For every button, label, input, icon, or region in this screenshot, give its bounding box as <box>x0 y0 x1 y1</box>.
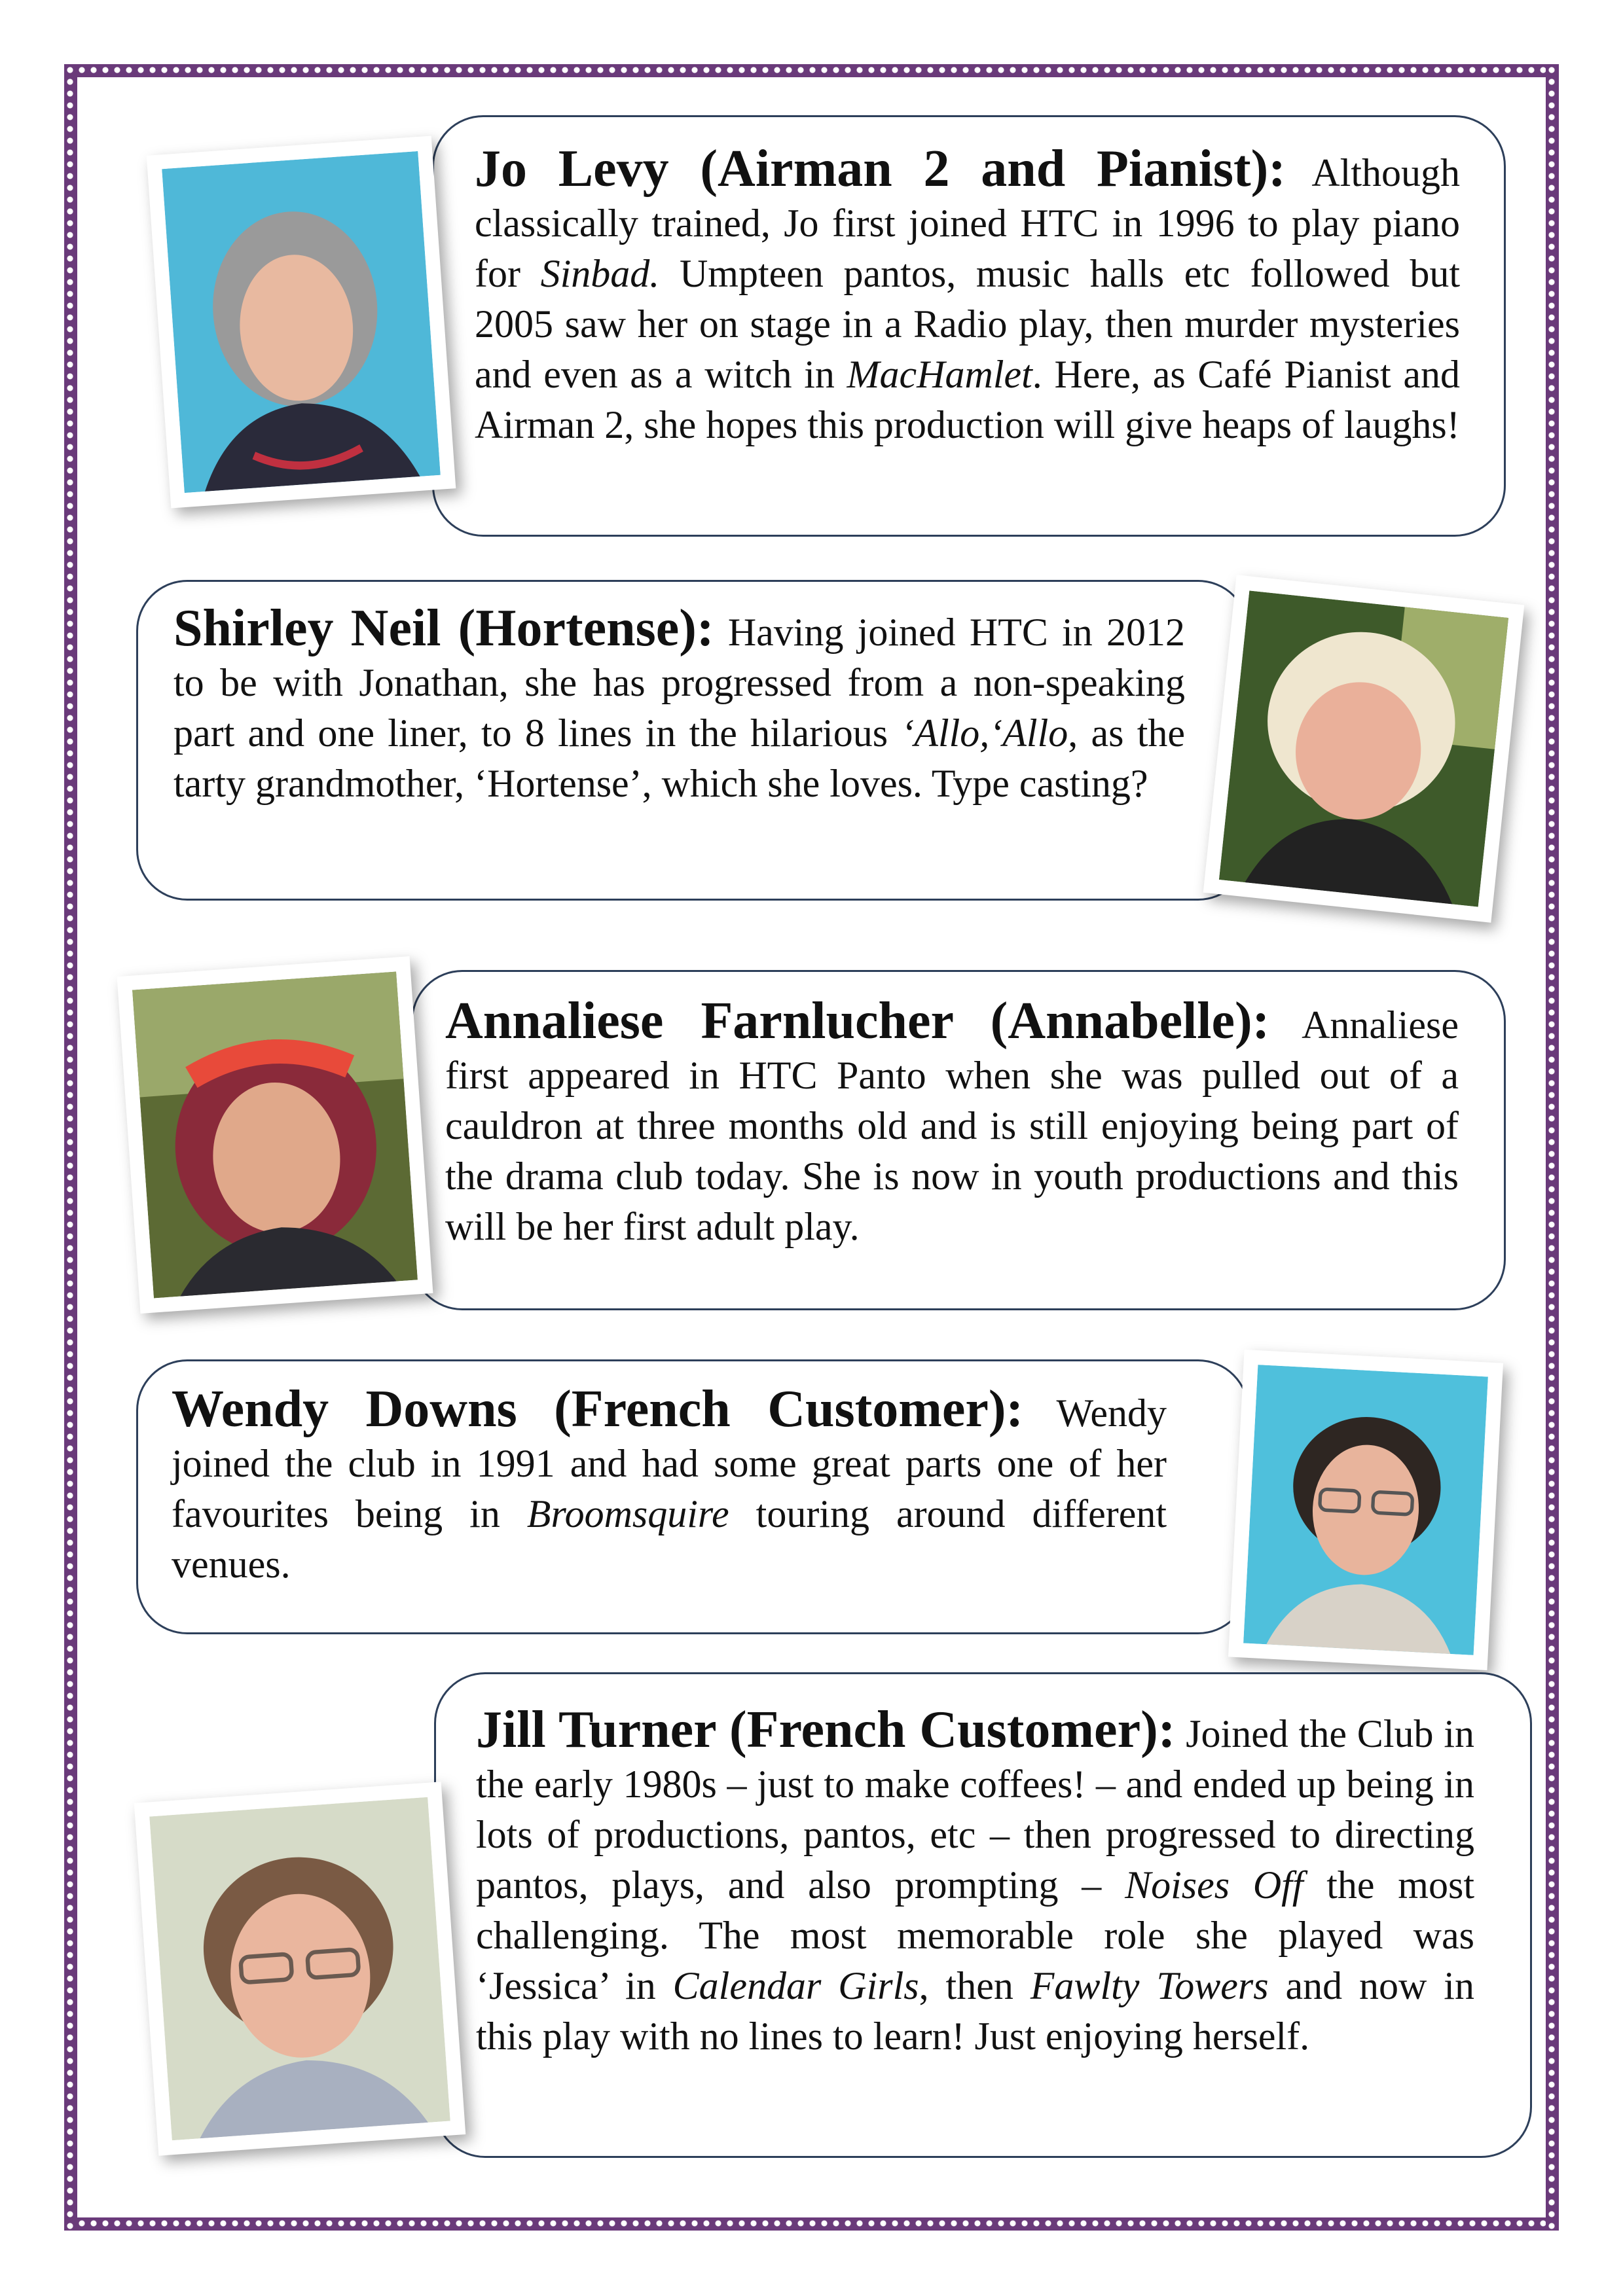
italic-title: Broomsquire <box>526 1492 729 1535</box>
bio-body: Annaliese first appeared in HTC Panto when she was pulled out of a cauldron at three months old and is still enjoying being part of the drama club today. She is now in youth productions and this will be her first adult play. <box>445 1003 1459 1248</box>
photo-wendy-downs <box>1228 1350 1503 1670</box>
bio-text-wendy-downs <box>172 1380 1167 1590</box>
portrait-image <box>132 971 418 1298</box>
cast-name: Jo Levy (Airman 2 and Pianist): <box>475 140 1286 198</box>
italic-title: ‘Allo,‘Allo <box>901 711 1068 755</box>
bio-body: Joined the Club in the early 1980s – just to make coffees! – and ended up being in lots of productions, pantos, etc – then progressed to directing pantos, plays, and also prompting – Noises Off the most challenging. The most memorable role she played was ‘Jessica’ in Calendar Girls, then Fawlty Towers and now in this play with no lines to learn! Just enjoying herself. <box>476 1712 1475 2058</box>
bio-text-jo-levy <box>475 140 1461 450</box>
page-border-bottom <box>64 2217 1559 2231</box>
bio-body: Having joined HTC in 2012 to be with Jonathan, she has progressed from a non-speaking part and one liner, to 8 lines in the hilarious ‘Allo,‘Allo, as the tarty grandmother, ‘Hortense’, which she loves. Type casting? <box>173 611 1186 805</box>
bio-body: Although classically trained, Jo first joined HTC in 1996 to play piano for Sinbad. Umpteen pantos, music halls etc followed but 2005 saw her on stage in a Radio play, then murder mysteries and even as a witch in MacHamlet. Here, as Café Pianist and Airman 2, she hopes this production will give heaps of laughs! <box>475 151 1461 446</box>
portrait-image <box>149 1797 450 2141</box>
italic-title: MacHamlet <box>847 353 1032 396</box>
page-border-top <box>64 64 1559 77</box>
page-border-left <box>64 64 77 2231</box>
bio-text-annaliese-farnlucher <box>445 992 1459 1252</box>
cast-name: Wendy Downs (French Customer): <box>172 1380 1024 1438</box>
bio-text-shirley-neil <box>173 600 1186 809</box>
photo-jo-levy <box>147 135 456 508</box>
portrait-image <box>1243 1365 1488 1655</box>
italic-title: Noises Off <box>1125 1863 1304 1907</box>
italic-title: Fawlty Towers <box>1030 1964 1269 2007</box>
bio-body: Wendy joined the club in 1991 and had some great parts one of her favourites being in Broomsquire touring around different venues. <box>172 1391 1167 1586</box>
italic-title: Calendar Girls <box>672 1964 919 2007</box>
cast-name: Shirley Neil (Hortense): <box>173 600 714 657</box>
photo-shirley-neil <box>1203 575 1525 923</box>
italic-title: Sinbad. <box>540 252 660 295</box>
photo-annaliese-farnlucher <box>117 956 433 1314</box>
portrait-image <box>162 151 441 493</box>
photo-jill-turner <box>134 1782 466 2155</box>
cast-name: Jill Turner (French Customer): <box>476 1701 1176 1759</box>
page-border-right <box>1546 64 1559 2231</box>
bio-text-jill-turner <box>476 1701 1475 2062</box>
cast-name: Annaliese Farnlucher (Annabelle): <box>445 992 1270 1050</box>
portrait-image <box>1219 590 1508 906</box>
